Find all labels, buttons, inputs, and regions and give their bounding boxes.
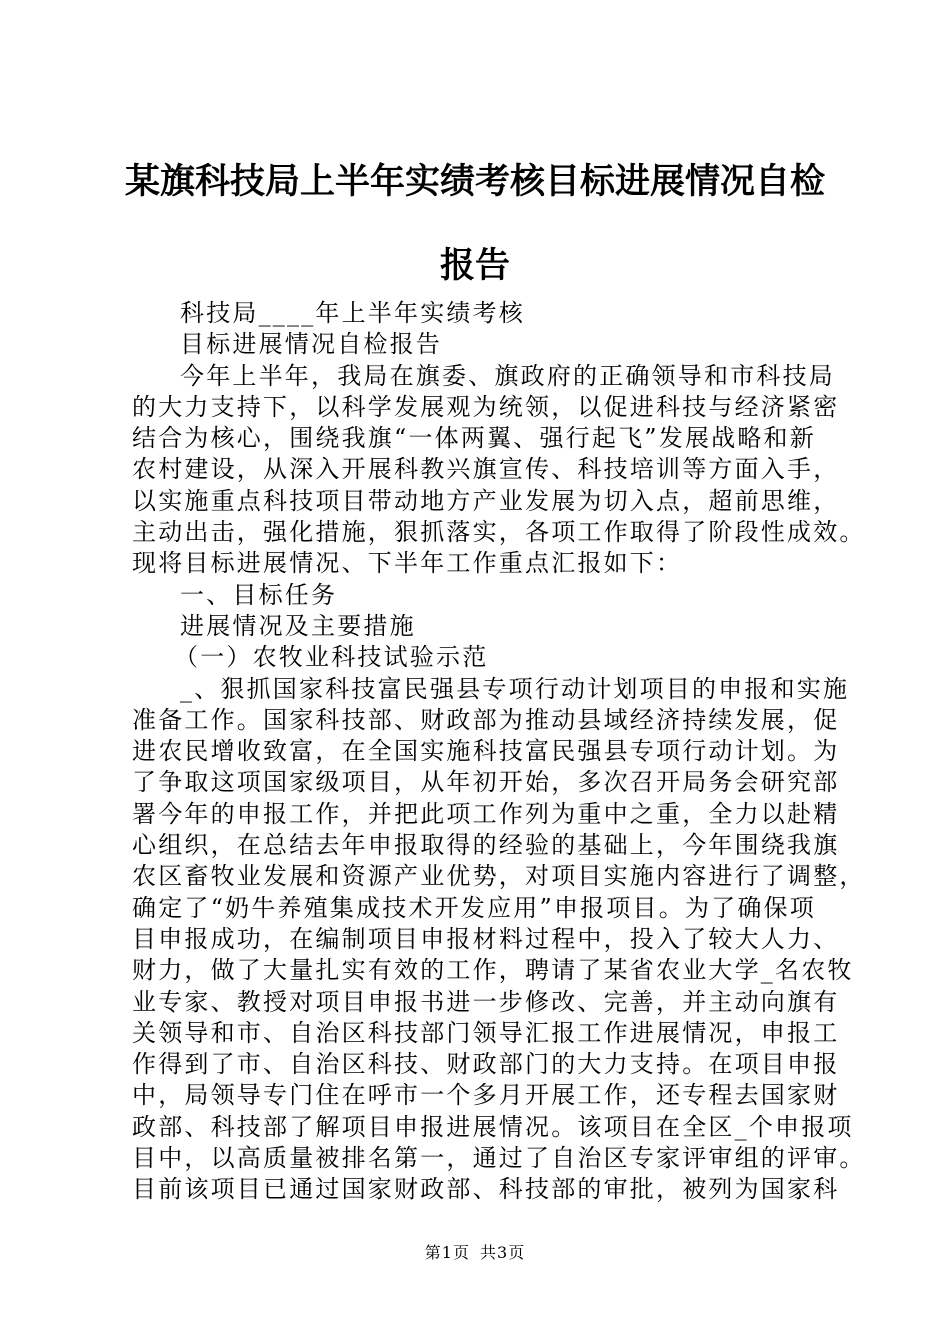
paragraph-line: 财力，做了大量扎实有效的工作，聘请了某省农业大学_名农牧 (132, 956, 854, 985)
paragraph-line: 中，局领导专门住在呼市一个多月开展工作，还专程去国家财 (132, 1081, 840, 1110)
paragraph-line: 的大力支持下，以科学发展观为统领，以促进科技与经济紧密 (132, 392, 840, 421)
subtitle-line: 科技局____年上半年实绩考核 (180, 299, 525, 327)
page-number: 第1页 (424, 1243, 470, 1262)
paragraph-line: 关领导和市、自治区科技部门领导汇报工作进展情况，申报工 (132, 1018, 840, 1047)
paragraph-line: 业专家、教授对项目申报书进一步修改、完善，并主动向旗有 (132, 987, 840, 1016)
document-title-line1: 某旗科技局上半年实绩考核目标进展情况自检 (124, 162, 825, 202)
page-total: 共3页 (480, 1243, 526, 1262)
paragraph-line: 现将目标进展情况、下半年工作重点汇报如下： (132, 549, 683, 578)
paragraph-line: 农村建设，从深入开展科教兴旗宣传、科技培训等方面入手， (132, 455, 840, 484)
paragraph-line: 作得到了市、自治区科技、财政部门的大力支持。在项目申报 (132, 1050, 840, 1079)
paragraph-line: 以实施重点科技项目带动地方产业发展为切入点，超前思维， (132, 486, 840, 515)
paragraph-line: 了争取这项国家级项目，从年初开始，多次召开局务会研究部 (132, 768, 840, 797)
paragraph-line: 今年上半年，我局在旗委、旗政府的正确领导和市科技局 (180, 361, 835, 390)
paragraph-line: 目申报成功，在编制项目申报材料过程中，投入了较大人力、 (132, 924, 840, 953)
section-heading: 一、目标任务 (180, 580, 338, 609)
paragraph-line: 准备工作。国家科技部、财政部为推动县域经济持续发展，促 (132, 705, 840, 734)
paragraph-line: 心组织，在总结去年申报取得的经验的基础上，今年围绕我旗 (132, 831, 840, 860)
page-footer (0, 1243, 950, 1263)
paragraph-line: 目前该项目已通过国家财政部、科技部的审批，被列为国家科 (132, 1175, 840, 1204)
paragraph-line: 主动出击，强化措施，狠抓落实，各项工作取得了阶段性成效。 (132, 518, 866, 547)
document-title-line2: 报告 (439, 246, 510, 286)
paragraph-line: 目中，以高质量被排名第一，通过了自治区专家评审组的评审。 (132, 1144, 866, 1173)
subsection-heading: （一）农牧业科技试验示范 (174, 643, 489, 672)
paragraph-line: 结合为核心，围绕我旗“一体两翼、强行起飞”发展战略和新 (132, 424, 816, 453)
subtitle-line: 目标进展情况自检报告 (180, 330, 442, 359)
paragraph-line: 政部、科技部了解项目申报进展情况。该项目在全区_个申报项 (132, 1112, 854, 1141)
paragraph-line: 进农民增收致富，在全国实施科技富民强县专项行动计划。为 (132, 737, 840, 766)
document-body (132, 298, 866, 1206)
paragraph-line: _、狠抓国家科技富民强县专项行动计划项目的申报和实施 (180, 674, 850, 703)
section-heading: 进展情况及主要措施 (180, 611, 416, 640)
paragraph-line: 农区畜牧业发展和资源产业优势，对项目实施内容进行了调整， (132, 862, 866, 891)
paragraph-line: 署今年的申报工作，并把此项工作列为重中之重，全力以赴精 (132, 799, 840, 828)
paragraph-line: 确定了“奶牛养殖集成技术开发应用”申报项目。为了确保项 (132, 893, 816, 922)
